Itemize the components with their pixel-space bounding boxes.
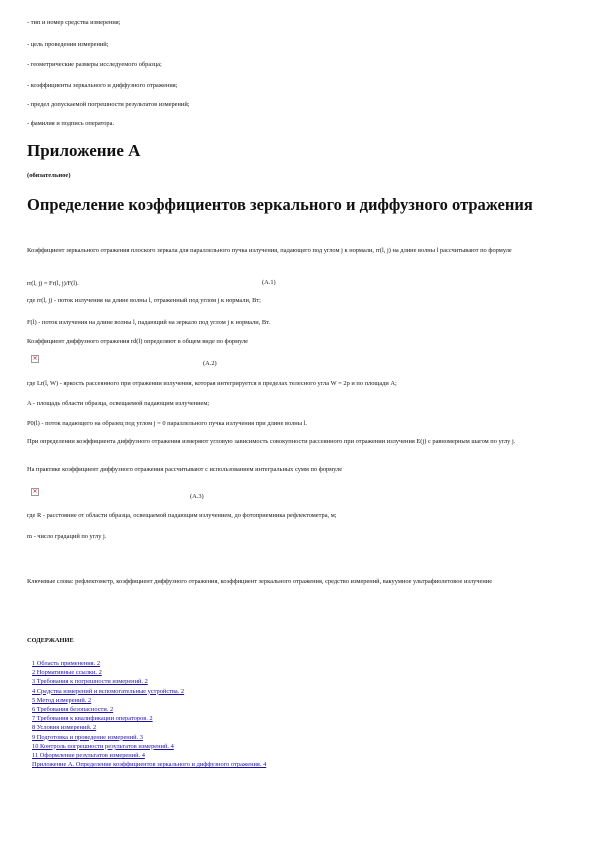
toc-link[interactable]: Приложение А. Определение коэффициентов зеркального и диффузного отражения. 4 [32, 761, 267, 769]
equation-number: (А.2) [203, 360, 217, 367]
bullet-item: - цель проведения измерений; [27, 41, 109, 48]
paragraph: m - число градаций по углу j. [27, 533, 107, 540]
paragraph: При определении коэффициента диффузного отражения измеряют угловую зависимость совокупности рассеянного при отражении излучения E(j) с равномерным шагом по углу j. [27, 438, 516, 445]
toc-link[interactable]: 11 Оформление результатов измерений. 4 [32, 752, 145, 760]
toc-link[interactable]: 9 Подготовка и проведение измерений. 3 [32, 733, 143, 741]
toc-link[interactable]: 6 Требования безопасности. 2 [32, 706, 114, 714]
toc-item [32, 677, 266, 686]
paragraph: где rr(l, j) - поток излучения на длине волны l, отраженный под углом j к нормали, Вт; [27, 297, 261, 304]
paragraph: Коэффициент зеркального отражения плоского зеркала для параллельного пучка излучения, падающего под углом j к нормали, rr(l, j) на длине волны l рассчитывают по формуле [27, 247, 512, 254]
paragraph: Коэффициент диффузного отражения rd(l) определяют в общем виде по формуле [27, 338, 249, 345]
toc-item [32, 751, 266, 760]
toc-link[interactable]: 3 Требования к погрешности измерений. 2 [32, 678, 148, 686]
toc-title: СОДЕРЖАНИЕ [27, 637, 74, 644]
paragraph: A - площадь области образца, освещаемой падающим излучением; [27, 400, 210, 407]
toc-link[interactable]: 4 Средства измерений и вспомогательные устройства. 2 [32, 687, 185, 695]
toc-item [32, 668, 266, 677]
toc-item [32, 723, 266, 732]
table-of-contents [32, 659, 266, 769]
appendix-heading: Определение коэффициентов зеркального и диффузного отражения [27, 195, 533, 214]
paragraph: P0(l) - поток падающего на образец под углом j = 0 параллельного пучка излучения при длине волны l. [27, 420, 307, 427]
toc-item [32, 705, 266, 714]
broken-image-icon: × [32, 488, 38, 495]
toc-item [32, 714, 266, 723]
bullet-item: - коэффициенты зеркального и диффузного отражения; [27, 82, 178, 89]
toc-item [32, 742, 266, 751]
toc-item [32, 687, 266, 696]
broken-image-icon: × [32, 355, 38, 362]
toc-link[interactable]: 7 Требования к квалификации операторов. 2 [32, 715, 153, 723]
toc-link[interactable]: 5 Метод измерений. 2 [32, 696, 92, 704]
appendix-status: (обязательное) [27, 172, 71, 179]
bullet-item: - предел допускаемой погрешности результатов измерений; [27, 101, 190, 108]
paragraph: F(l) - поток излучения на длине волны l, падающий на зеркало под углом j к нормали, Вт. [27, 319, 271, 326]
bullet-item: - геометрические размеры исследуемого образца; [27, 61, 162, 68]
toc-link[interactable]: 1 Область применения. 2 [32, 660, 101, 667]
toc-item [32, 659, 266, 668]
bullet-item: - тип и номер средства измерения; [27, 19, 121, 26]
appendix-title: Приложение А [27, 141, 141, 160]
toc-item [32, 760, 266, 769]
equation-number: (А.1) [262, 279, 276, 286]
toc-link[interactable]: 10 Контроль погрешности результатов измерений. 4 [32, 742, 174, 750]
paragraph: где Lr(l, W) - яркость рассеянного при отражении излучения, которая интегрируется в пределах телесного угла W = 2p и по площади A; [27, 380, 397, 387]
bullet-item: - фамилия и подпись оператора. [27, 120, 115, 127]
keywords: Ключевые слова: рефлектометр, коэффициент диффузного отражения, коэффициент зеркального отражения, средство измерений, вакуумное ультрафиолетовое излучение [27, 578, 493, 585]
equation-number: (А.3) [190, 493, 204, 500]
toc-item [32, 696, 266, 705]
toc-link[interactable]: 8 Условия измерений. 2 [32, 724, 97, 732]
toc-link[interactable]: 2 Нормативные ссылки. 2 [32, 669, 102, 677]
toc-item [32, 733, 266, 742]
paragraph: На практике коэффициент диффузного отражения рассчитывают с использованием интегральных сумм по формуле [27, 466, 343, 473]
formula-a1: rr(l, j) = Fr(l, j)/F(l). [27, 280, 79, 287]
paragraph: где R - расстояние от области образца, освещаемой падающим излучением, до фотоприемника рефлектометра, м; [27, 512, 337, 519]
